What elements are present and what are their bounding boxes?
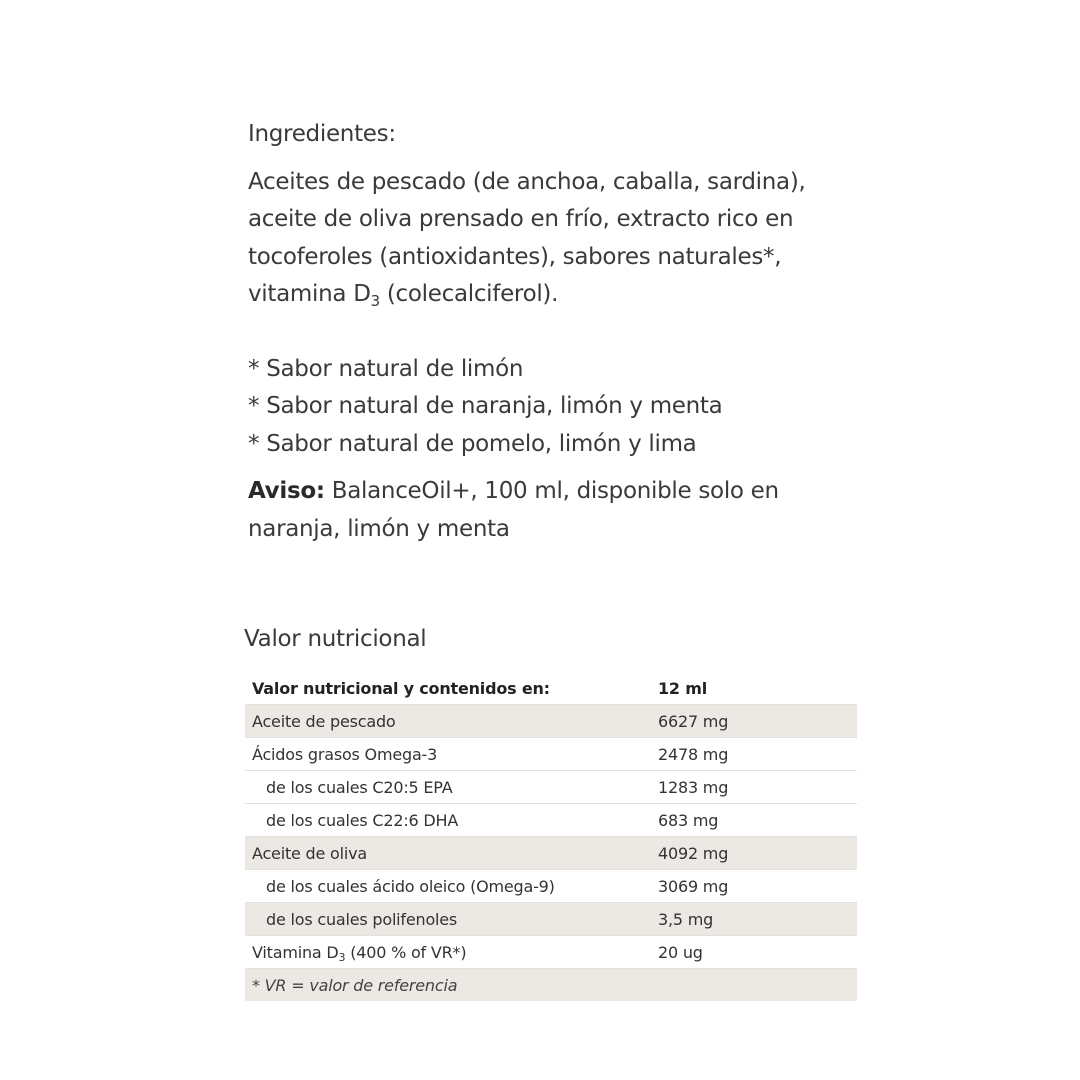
row-label: de los cuales polifenoles <box>245 903 651 936</box>
row-value: 4092 mg <box>651 837 857 870</box>
flavor-item: * Sabor natural de limón <box>248 355 524 382</box>
table-row <box>245 705 857 738</box>
table-row <box>245 870 857 903</box>
table-footnote: * VR = valor de referencia <box>245 969 651 1002</box>
header-value: 12 ml <box>658 678 707 698</box>
nutrition-table <box>245 672 857 1001</box>
notice-label: Aviso: <box>248 478 325 504</box>
row-value: 20 ug <box>651 936 857 969</box>
table-row <box>245 771 857 804</box>
table-row <box>245 936 857 969</box>
row-label: Aceite de oliva <box>245 837 651 870</box>
row-value: 3069 mg <box>651 870 857 903</box>
row-label <box>245 936 651 969</box>
row-label: Aceite de pescado <box>245 705 651 738</box>
ingredients-text-end: (colecalciferol). <box>379 281 559 307</box>
ingredients-text <box>248 164 868 314</box>
row-label-end: (400 % of VR*) <box>345 942 467 962</box>
flavor-item: * Sabor natural de pomelo, limón y lima <box>248 430 697 457</box>
table-row <box>245 738 857 771</box>
row-label: de los cuales ácido oleico (Omega-9) <box>245 870 651 903</box>
row-value: 1283 mg <box>651 771 857 804</box>
ingredients-section <box>248 116 868 548</box>
ingredients-text-main: Aceites de pescado (de anchoa, caballa, sardina), aceite de oliva prensado en frío, extracto rico en tocoferoles (antioxidantes), sabores naturales*, vitamina D <box>248 168 806 307</box>
row-label: de los cuales C20:5 EPA <box>245 771 651 804</box>
row-value: 6627 mg <box>651 705 857 738</box>
table-footnote-empty <box>651 969 857 1002</box>
row-value: 2478 mg <box>651 738 857 771</box>
notice-text: BalanceOil+, 100 ml, disponible solo en naranja, limón y menta <box>248 478 779 542</box>
row-value: 683 mg <box>651 804 857 837</box>
table-row <box>245 837 857 870</box>
row-value: 3,5 mg <box>651 903 857 936</box>
notice <box>248 473 868 548</box>
ingredients-title: Ingredientes: <box>248 121 396 147</box>
row-label: de los cuales C22:6 DHA <box>245 804 651 837</box>
table-row <box>245 804 857 837</box>
header-label: Valor nutricional y contenidos en: <box>252 678 550 698</box>
flavor-list <box>248 351 868 464</box>
row-label-subscript: 3 <box>338 950 346 964</box>
table-row <box>245 903 857 936</box>
table-footnote-row <box>245 969 857 1002</box>
flavor-item: * Sabor natural de naranja, limón y menta <box>248 393 723 419</box>
ingredients-text-subscript: 3 <box>370 292 380 310</box>
nutrition-title: Valor nutricional <box>244 626 427 652</box>
row-label-main: Vitamina D <box>252 942 339 962</box>
row-label: Ácidos grasos Omega-3 <box>245 738 651 771</box>
table-header-row <box>245 672 857 705</box>
